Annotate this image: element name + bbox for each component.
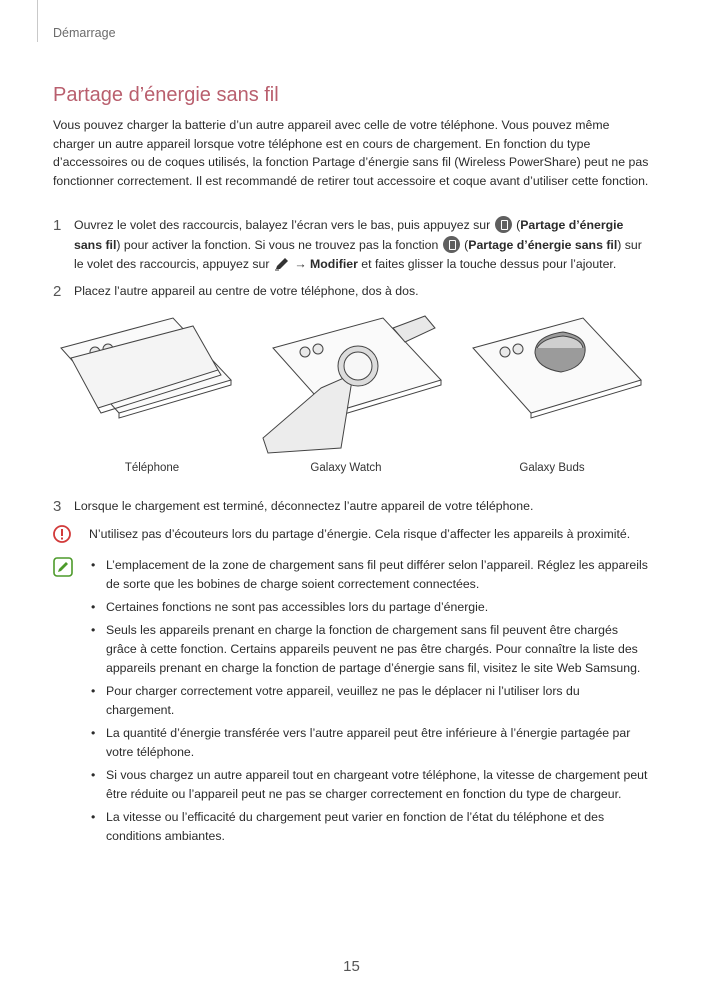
caption-phone: Téléphone	[124, 462, 180, 474]
feature-name: Partage d’énergie sans fil	[74, 218, 624, 252]
caption-watch: Galaxy Watch	[310, 462, 382, 474]
watch-illustration	[263, 316, 441, 453]
list-item: • L’emplacement de la zone de chargement sans fil peut différer selon l’appareil. Réglez les appareils de sorte que les bobines de charge soient correctement connectées.	[88, 556, 648, 594]
step-text: Placez l’autre appareil au centre de votre téléphone, dos à dos.	[74, 284, 419, 298]
caption-buds: Galaxy Buds	[519, 462, 585, 474]
section-header: Démarrage	[53, 26, 116, 40]
phone-illustration	[61, 318, 231, 418]
warning-notice	[53, 525, 653, 545]
wireless-powershare-icon	[495, 216, 512, 233]
step-text: Lorsque le chargement est terminé, déconnectez l’autre appareil de votre téléphone.	[74, 499, 534, 513]
warning-icon	[53, 525, 71, 543]
list-item: • Certaines fonctions ne sont pas accessibles lors du partage d’énergie.	[88, 598, 648, 617]
page-title: Partage d’énergie sans fil	[53, 84, 279, 106]
edit-label: Modifier	[310, 257, 358, 271]
step-number: 2	[53, 283, 62, 300]
wireless-powershare-icon	[443, 236, 460, 253]
notes-list	[88, 556, 648, 850]
warning-text: N’utilisez pas d’écouteurs lors du partage d’énergie. Cela risque d’affecter les appareils à proximité.	[89, 527, 631, 541]
page-margin-rule	[37, 0, 38, 42]
page-number: 15	[343, 958, 360, 975]
powershare-illustration	[53, 308, 653, 468]
buds-illustration	[473, 318, 641, 418]
step-number: 3	[53, 498, 62, 515]
step-text: Ouvrez le volet des raccourcis, balayez l’écran vers le bas, puis appuyez sur (Partage d’énergie sans fil) pour activer la fonction. Si vous ne trouvez pas la fonction (Partage d’énergie sans fil) sur le volet des raccourcis, appuyez sur → Modifier et faites glisser la touche dessus pour l’ajouter.	[74, 218, 642, 271]
feature-name: Partage d’énergie sans fil	[468, 237, 618, 252]
list-item: • La quantité d’énergie transférée vers l’autre appareil peut être inférieure à l’énergie partagée par votre téléphone.	[88, 724, 648, 762]
edit-pencil-icon	[274, 257, 290, 271]
step-number: 1	[53, 217, 62, 234]
note-icon	[53, 557, 73, 577]
list-item: • La vitesse ou l’efficacité du chargement peut varier en fonction de l’état du téléphone et des conditions ambiantes.	[88, 808, 648, 846]
list-item: • Seuls les appareils prenant en charge la fonction de chargement sans fil peuvent être chargés grâce à cette fonction. Certains appareils peuvent ne pas être chargés. Pour connaître la liste des appareils prenant en charge la fonction de partage d’énergie sans fil, visitez le site Web Samsung.	[88, 621, 648, 678]
list-item: • Pour charger correctement votre appareil, veuillez ne pas le déplacer ni l’utiliser lors du chargement.	[88, 682, 648, 720]
intro-paragraph: Vous pouvez charger la batterie d’un autre appareil avec celle de votre téléphone. Vous pouvez même charger un autre appareil lorsque votre téléphone est en cours de chargement. En fonction du type d’accessoires ou de coques utilisés, la fonction Partage d’énergie sans fil (Wireless PowerShare) peut ne pas fonctionner correctement. Il est recommandé de retirer tout accessoire et coque avant d’utiliser cette fonction.	[53, 118, 649, 188]
list-item: • Si vous chargez un autre appareil tout en chargeant votre téléphone, la vitesse de chargement peut être réduite ou l’appareil peut ne pas se charger correctement en fonction du type de chargeur.	[88, 766, 648, 804]
